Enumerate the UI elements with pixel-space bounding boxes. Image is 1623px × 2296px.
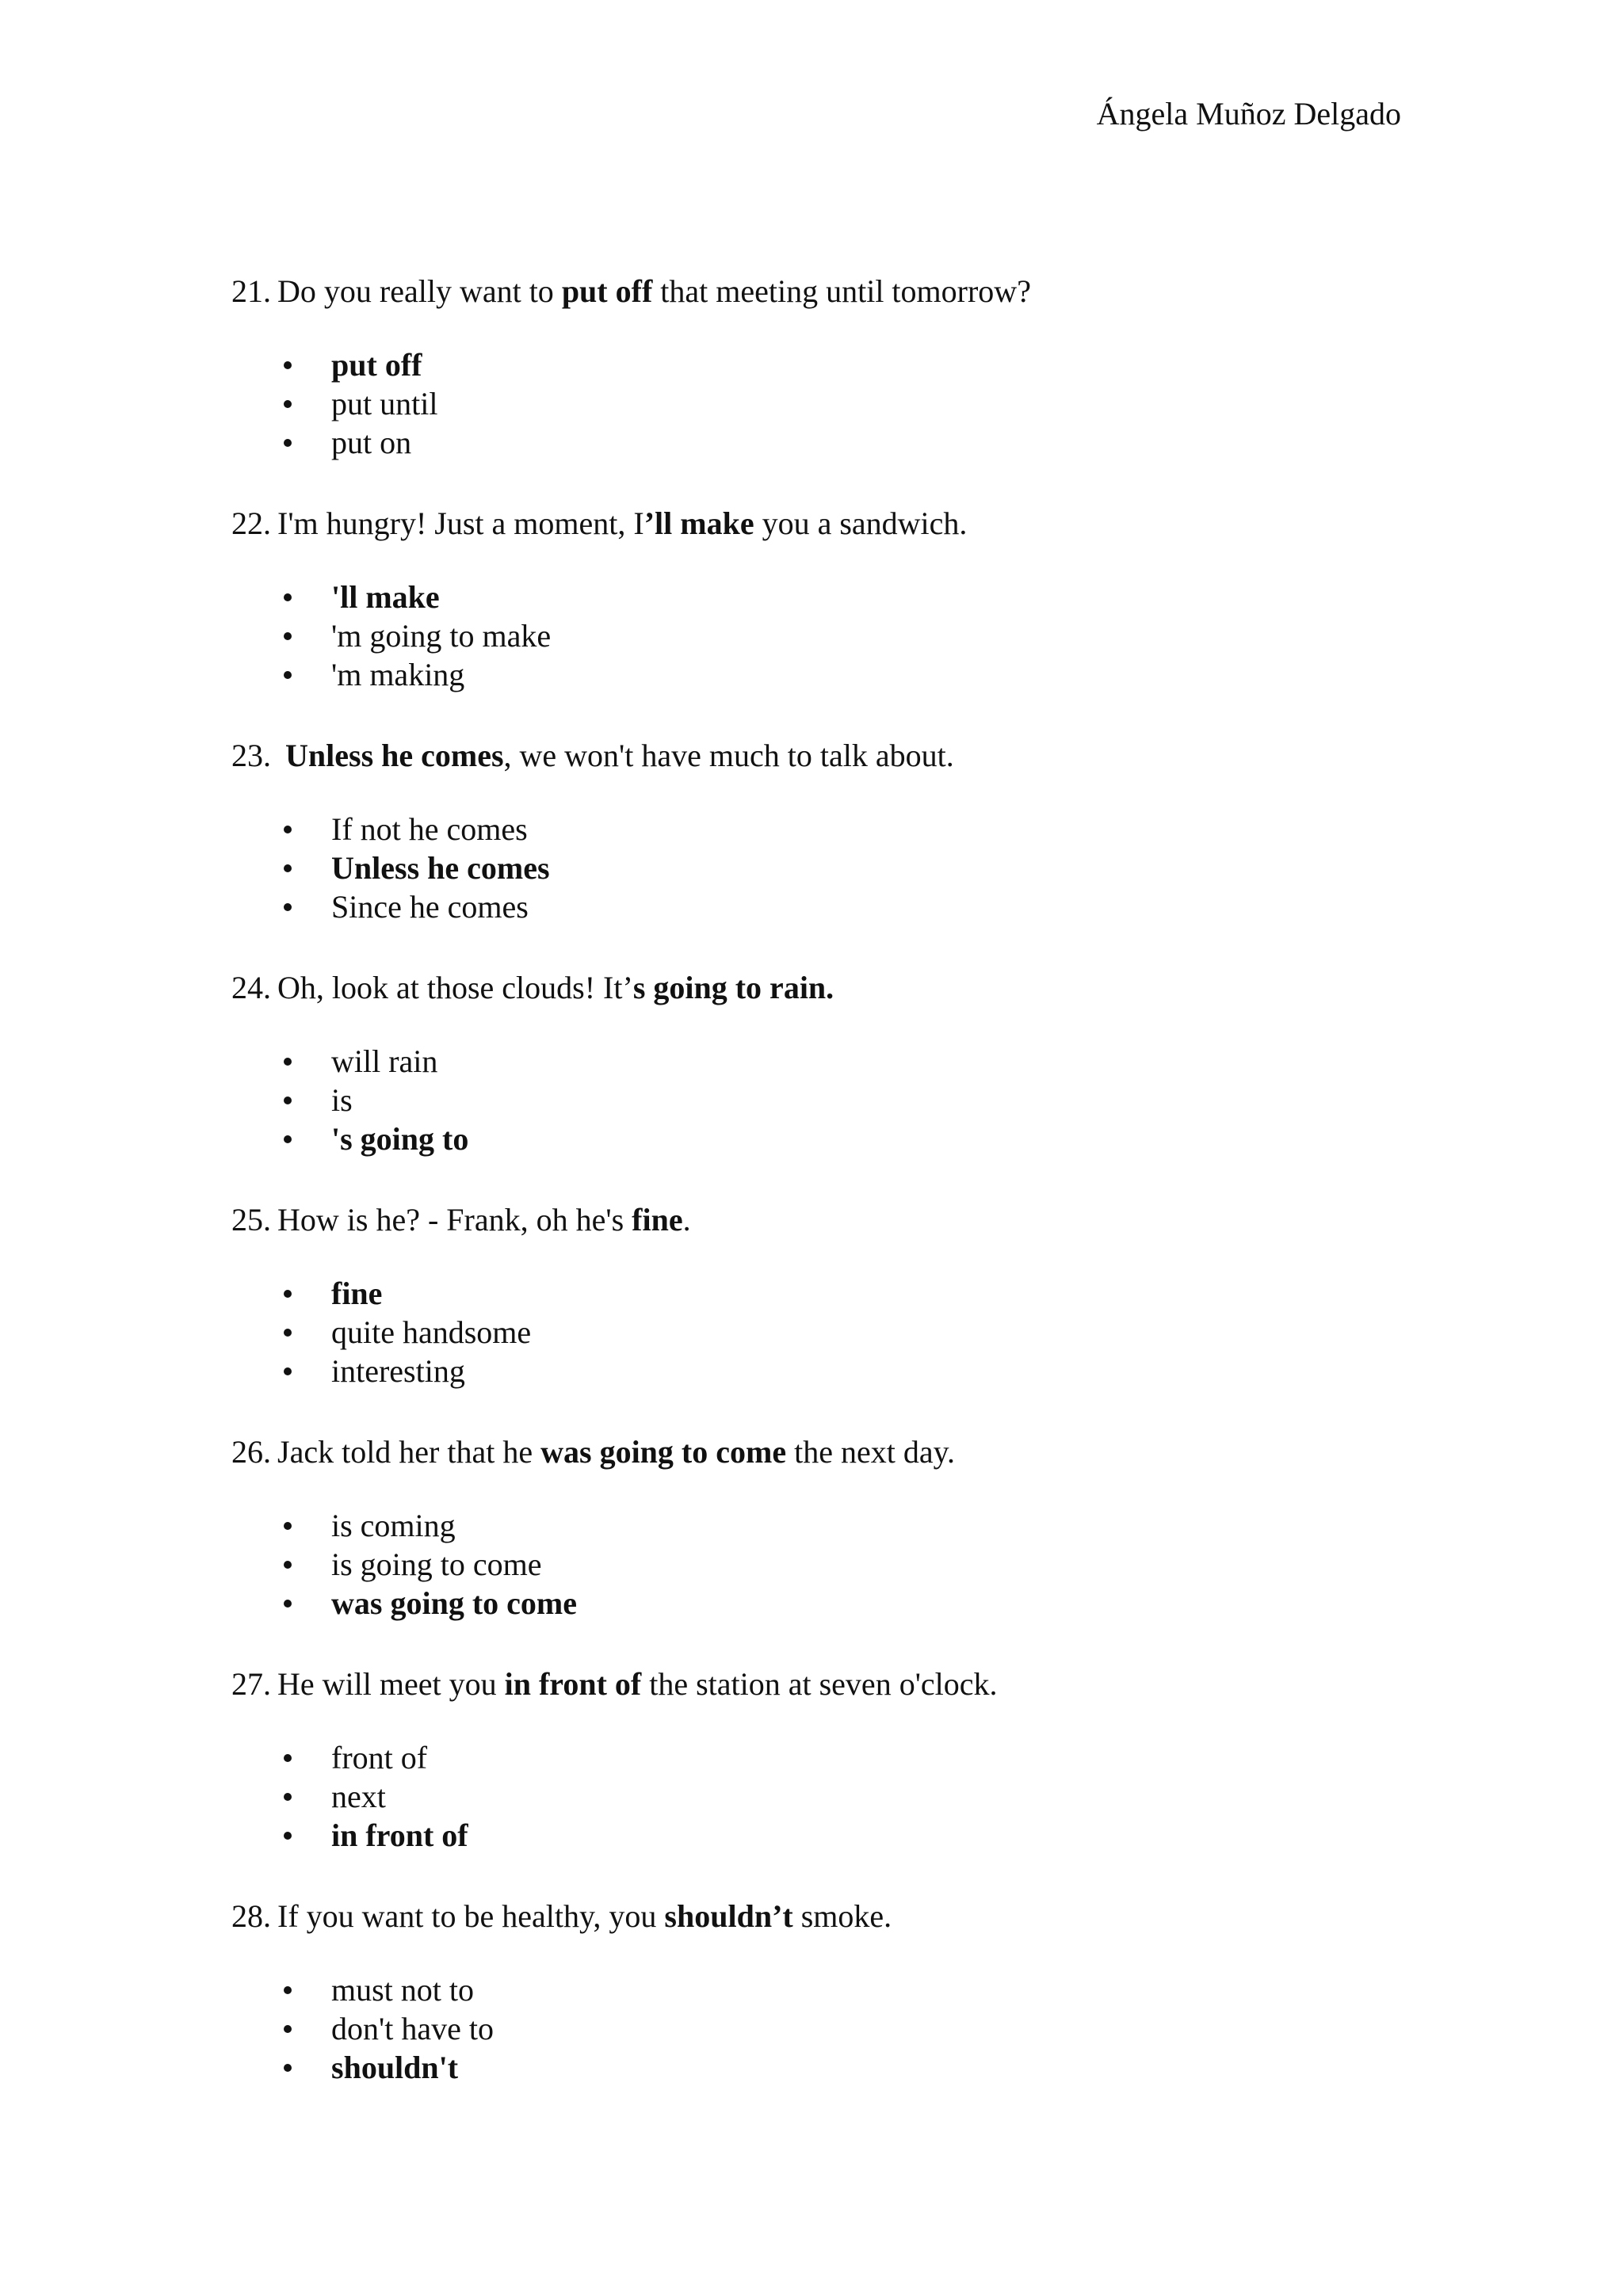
question-21	[231, 268, 1420, 345]
option-item	[231, 887, 1420, 926]
question-number: 21.	[231, 273, 271, 309]
option-label: will rain	[331, 1043, 438, 1079]
option-item	[231, 616, 1420, 655]
question-number: 25.	[231, 1202, 271, 1238]
bullet-icon	[284, 826, 292, 833]
option-item	[231, 1777, 1420, 1816]
question-23	[231, 732, 1420, 810]
question-27	[231, 1661, 1420, 1738]
question-text: I'm hungry! Just a moment, I	[277, 505, 644, 541]
question-text: the next day.	[786, 1434, 955, 1470]
option-item-correct	[231, 1816, 1420, 1855]
bullet-icon	[284, 1832, 292, 1840]
bullet-icon	[284, 1600, 292, 1608]
option-label: front of	[331, 1740, 428, 1775]
bullet-icon	[284, 1097, 292, 1104]
option-label: If not he comes	[331, 811, 528, 847]
option-label: shouldn't	[331, 2050, 459, 2085]
question-26	[231, 1428, 1420, 1506]
option-label: next	[331, 1779, 386, 1814]
bullet-icon	[284, 1793, 292, 1801]
author-name: Ángela Muñoz Delgado	[1096, 96, 1401, 132]
option-item	[231, 1352, 1420, 1390]
bullet-icon	[284, 1367, 292, 1375]
option-list	[231, 1042, 1420, 1158]
bullet-icon	[284, 671, 292, 679]
bullet-icon	[284, 400, 292, 408]
question-answer-highlight: shouldn’t	[664, 1898, 793, 1934]
option-item-correct	[231, 2048, 1420, 2087]
option-label: quite handsome	[331, 1314, 532, 1350]
option-item	[231, 1081, 1420, 1119]
option-label: 's going to	[331, 1121, 469, 1157]
question-text: smoke.	[792, 1898, 892, 1934]
option-label: put off	[331, 347, 422, 383]
question-24	[231, 964, 1420, 1042]
bullet-icon	[284, 593, 292, 601]
question-number: 28.	[231, 1898, 271, 1934]
option-label: Unless he comes	[331, 850, 550, 886]
option-item	[231, 1738, 1420, 1777]
question-text: How is he? - Frank, oh he's	[277, 1202, 632, 1238]
question-number: 26.	[231, 1434, 271, 1470]
option-item-correct	[231, 1274, 1420, 1313]
question-text: .	[682, 1202, 691, 1238]
option-label: Since he comes	[331, 889, 529, 925]
option-label: in front of	[331, 1817, 468, 1853]
question-text: that meeting until tomorrow?	[652, 273, 1031, 309]
question-text: Oh, look at those clouds! It’	[277, 970, 633, 1005]
option-item	[231, 1970, 1420, 2009]
question-25	[231, 1196, 1420, 1274]
option-list	[231, 1738, 1420, 1855]
option-item-correct	[231, 1119, 1420, 1158]
question-22	[231, 500, 1420, 578]
option-label: is going to come	[331, 1547, 542, 1582]
option-label: is	[331, 1082, 353, 1118]
bullet-icon	[284, 439, 292, 447]
question-answer-highlight: s going to rain.	[632, 970, 834, 1005]
bullet-icon	[284, 2025, 292, 2033]
bullet-icon	[284, 1135, 292, 1143]
option-label: was going to come	[331, 1585, 577, 1621]
option-item	[231, 655, 1420, 694]
option-item	[231, 2009, 1420, 2048]
option-label: don't have to	[331, 2011, 494, 2046]
option-item	[231, 1506, 1420, 1545]
question-text: If you want to be healthy, you	[277, 1898, 665, 1934]
option-item-correct	[231, 578, 1420, 616]
option-item-correct	[231, 849, 1420, 887]
bullet-icon	[284, 1986, 292, 1994]
question-28	[231, 1893, 1420, 1970]
option-list	[231, 1274, 1420, 1390]
question-text: you a sandwich.	[754, 505, 968, 541]
option-item	[231, 1545, 1420, 1584]
question-answer-highlight: ’ll make	[643, 505, 754, 541]
question-answer-highlight: put off	[561, 273, 653, 309]
bullet-icon	[284, 1058, 292, 1066]
bullet-icon	[284, 2064, 292, 2072]
option-list	[231, 578, 1420, 694]
option-list	[231, 1506, 1420, 1623]
option-item	[231, 1313, 1420, 1352]
question-number: 22.	[231, 505, 271, 541]
question-text: Do you really want to	[277, 273, 562, 309]
bullet-icon	[284, 1754, 292, 1762]
question-answer-highlight: fine	[632, 1202, 683, 1238]
option-label: 'm making	[331, 657, 465, 692]
option-list	[231, 810, 1420, 926]
bullet-icon	[284, 1561, 292, 1569]
option-label: fine	[331, 1276, 383, 1311]
question-answer-highlight: was going to come	[540, 1434, 787, 1470]
exercise-list	[231, 268, 1420, 2125]
bullet-icon	[284, 903, 292, 911]
question-number: 23.	[231, 738, 279, 773]
option-label: put on	[331, 425, 412, 460]
option-label: interesting	[331, 1353, 465, 1389]
bullet-icon	[284, 864, 292, 872]
question-answer-highlight: in front of	[504, 1666, 642, 1702]
question-answer-highlight: Unless he comes	[285, 738, 504, 773]
question-number: 24.	[231, 970, 271, 1005]
question-text: the station at seven o'clock.	[641, 1666, 998, 1702]
option-list	[231, 345, 1420, 462]
question-text: Jack told her that he	[277, 1434, 541, 1470]
question-number: 27.	[231, 1666, 271, 1702]
bullet-icon	[284, 1290, 292, 1298]
option-label: put until	[331, 386, 438, 421]
option-item	[231, 810, 1420, 849]
bullet-icon	[284, 632, 292, 640]
question-text: He will meet you	[277, 1666, 505, 1702]
option-item	[231, 1042, 1420, 1081]
option-label: is coming	[331, 1508, 456, 1543]
option-list	[231, 1970, 1420, 2087]
option-item	[231, 423, 1420, 462]
option-item-correct	[231, 345, 1420, 384]
bullet-icon	[284, 1329, 292, 1337]
option-item	[231, 384, 1420, 423]
option-item-correct	[231, 1584, 1420, 1623]
option-label: 'm going to make	[331, 618, 552, 654]
option-label: must not to	[331, 1972, 475, 2008]
option-label: 'll make	[331, 579, 440, 615]
bullet-icon	[284, 1522, 292, 1530]
bullet-icon	[284, 361, 292, 369]
question-text: , we won't have much to talk about.	[503, 738, 954, 773]
